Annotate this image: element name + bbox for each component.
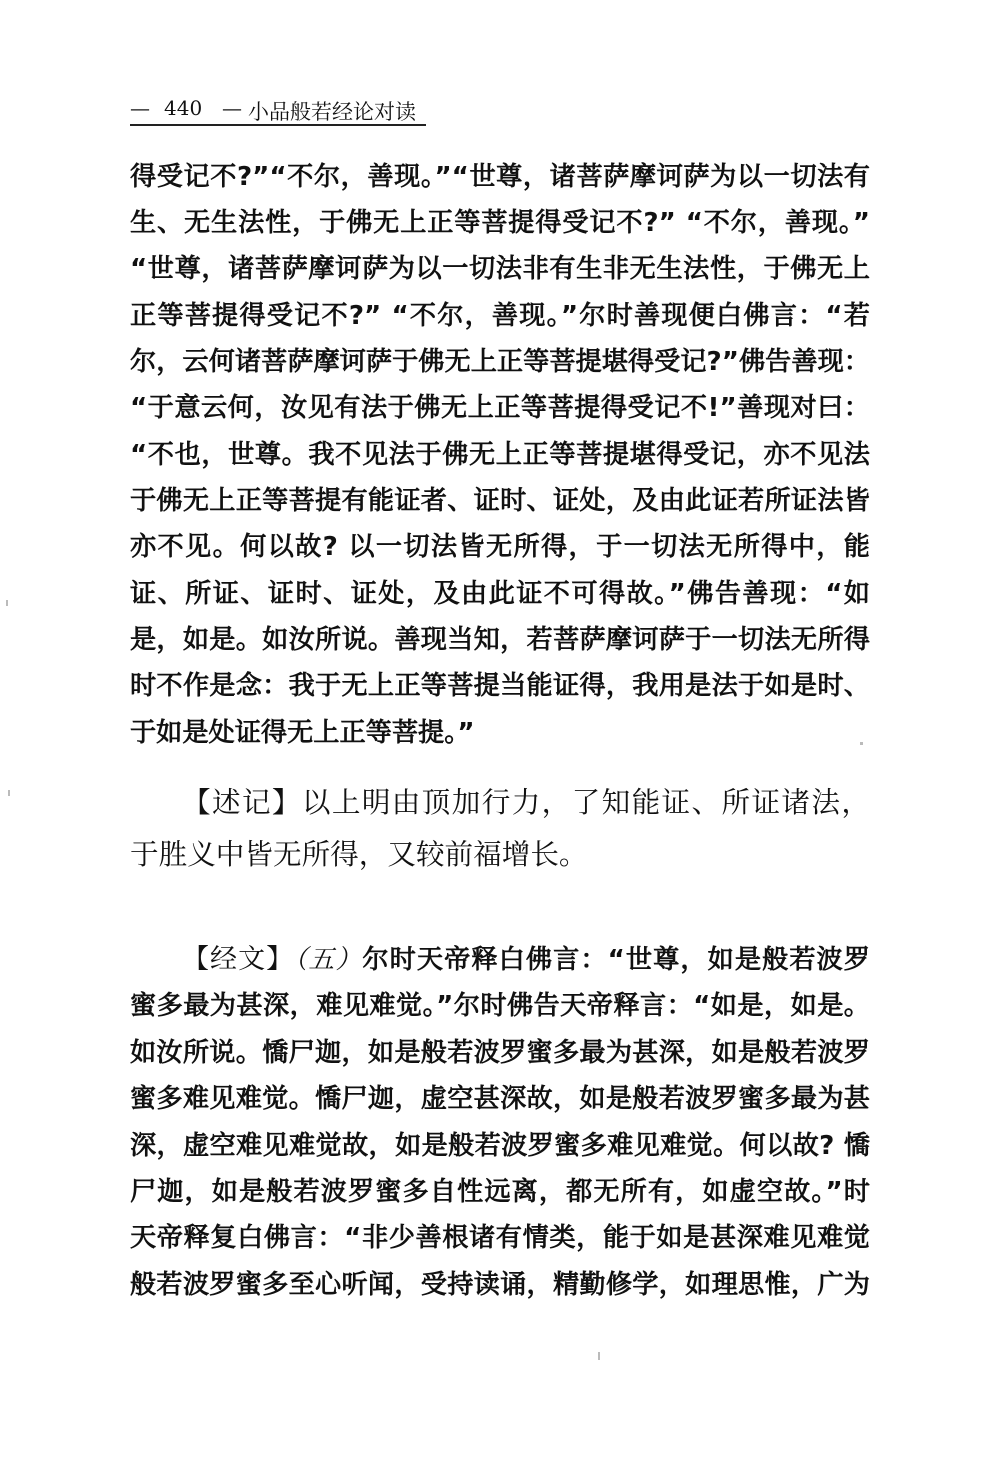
scan-speck <box>8 790 10 796</box>
sutra-line: 蜜多难见难觉。憍尸迦，虚空甚深故，如是般若波罗蜜多最为甚 <box>130 1084 870 1114</box>
sutra-line: “世尊，诸菩萨摩诃萨为以一切法非有生非无生法性，于佛无上 <box>130 254 870 284</box>
sutra-number: （五） <box>294 945 363 975</box>
page-number: 440 <box>164 96 203 120</box>
sutra-line: 亦不见。何以故? 以一切法皆无所得，于一切法无所得中，能 <box>130 532 870 562</box>
sutra-first-line-text: 尔时天帝释白佛言：“世尊，如是般若波罗 <box>362 945 870 975</box>
sutra-line: 得受记不?”“不尔，善现。”“世尊，诸菩萨摩诃萨为以一切法有 <box>130 162 870 192</box>
sutra-line: 正等菩提得受记不?” “不尔，善现。”尔时善现便白佛言：“若 <box>130 301 870 331</box>
sutra-line: 深，虚空难见难觉故，如是般若波罗蜜多难见难觉。何以故? 憍 <box>130 1131 870 1161</box>
commentary-tag: 【述记】 <box>182 785 302 819</box>
header-rule <box>130 124 426 126</box>
sutra-line: 是，如是。如汝所说。善现当知，若菩萨摩诃萨于一切法无所得 <box>130 625 870 655</box>
book-title: 小品般若经论对读 <box>248 100 416 124</box>
header-dash-left: — <box>130 96 150 120</box>
sutra-line: 天帝释复白佛言：“非少善根诸有情类，能于如是甚深难见难觉 <box>130 1223 870 1253</box>
sutra-line: 蜜多最为甚深，难见难觉。”尔时佛告天帝释言：“如是，如是。 <box>130 991 870 1021</box>
sutra-line: “于意云何，汝见有法于佛无上正等菩提得受记不!”善现对曰： <box>130 393 870 423</box>
commentary-line-1 <box>130 778 870 826</box>
scan-speck <box>598 1352 600 1360</box>
sutra-line: “不也，世尊。我不见法于佛无上正等菩提堪得受记，亦不见法 <box>130 440 870 470</box>
sutra-line: 时不作是念：我于无上正等菩提当能证得，我用是法于如是时、 <box>130 671 870 701</box>
scan-speck <box>860 742 863 745</box>
sutra-line: 证、所证、证时、证处，及由此证不可得故。”佛告善现：“如 <box>130 579 870 609</box>
commentary-line-2: 于胜义中皆无所得，又较前福增长。 <box>130 837 588 871</box>
sutra-line: 于佛无上正等菩提有能证者、证时、证处，及由此证若所证法皆 <box>130 486 870 516</box>
sutra-first-line <box>130 938 870 982</box>
sutra-tag: 【经文】 <box>182 944 295 975</box>
sutra-line: 如汝所说。憍尸迦，如是般若波罗蜜多最为甚深，如是般若波罗 <box>130 1038 870 1068</box>
header-dash-right: — <box>222 96 242 120</box>
running-header <box>130 96 430 132</box>
scan-speck <box>6 600 8 606</box>
sutra-line: 尔，云何诸菩萨摩诃萨于佛无上正等菩提堪得受记?”佛告善现： <box>130 347 870 377</box>
sutra-line: 于如是处证得无上正等菩提。” <box>130 718 475 748</box>
sutra-line: 般若波罗蜜多至心听闻，受持读诵，精勤修学，如理思惟，广为 <box>130 1270 870 1300</box>
sutra-line: 生、无生法性，于佛无上正等菩提得受记不?” “不尔，善现。” <box>130 208 870 238</box>
sutra-line: 尸迦，如是般若波罗蜜多自性远离，都无所有，如虚空故。”时 <box>130 1177 870 1207</box>
commentary-text: 以上明由顶加行力，了知能证、所证诸法， <box>301 785 870 819</box>
